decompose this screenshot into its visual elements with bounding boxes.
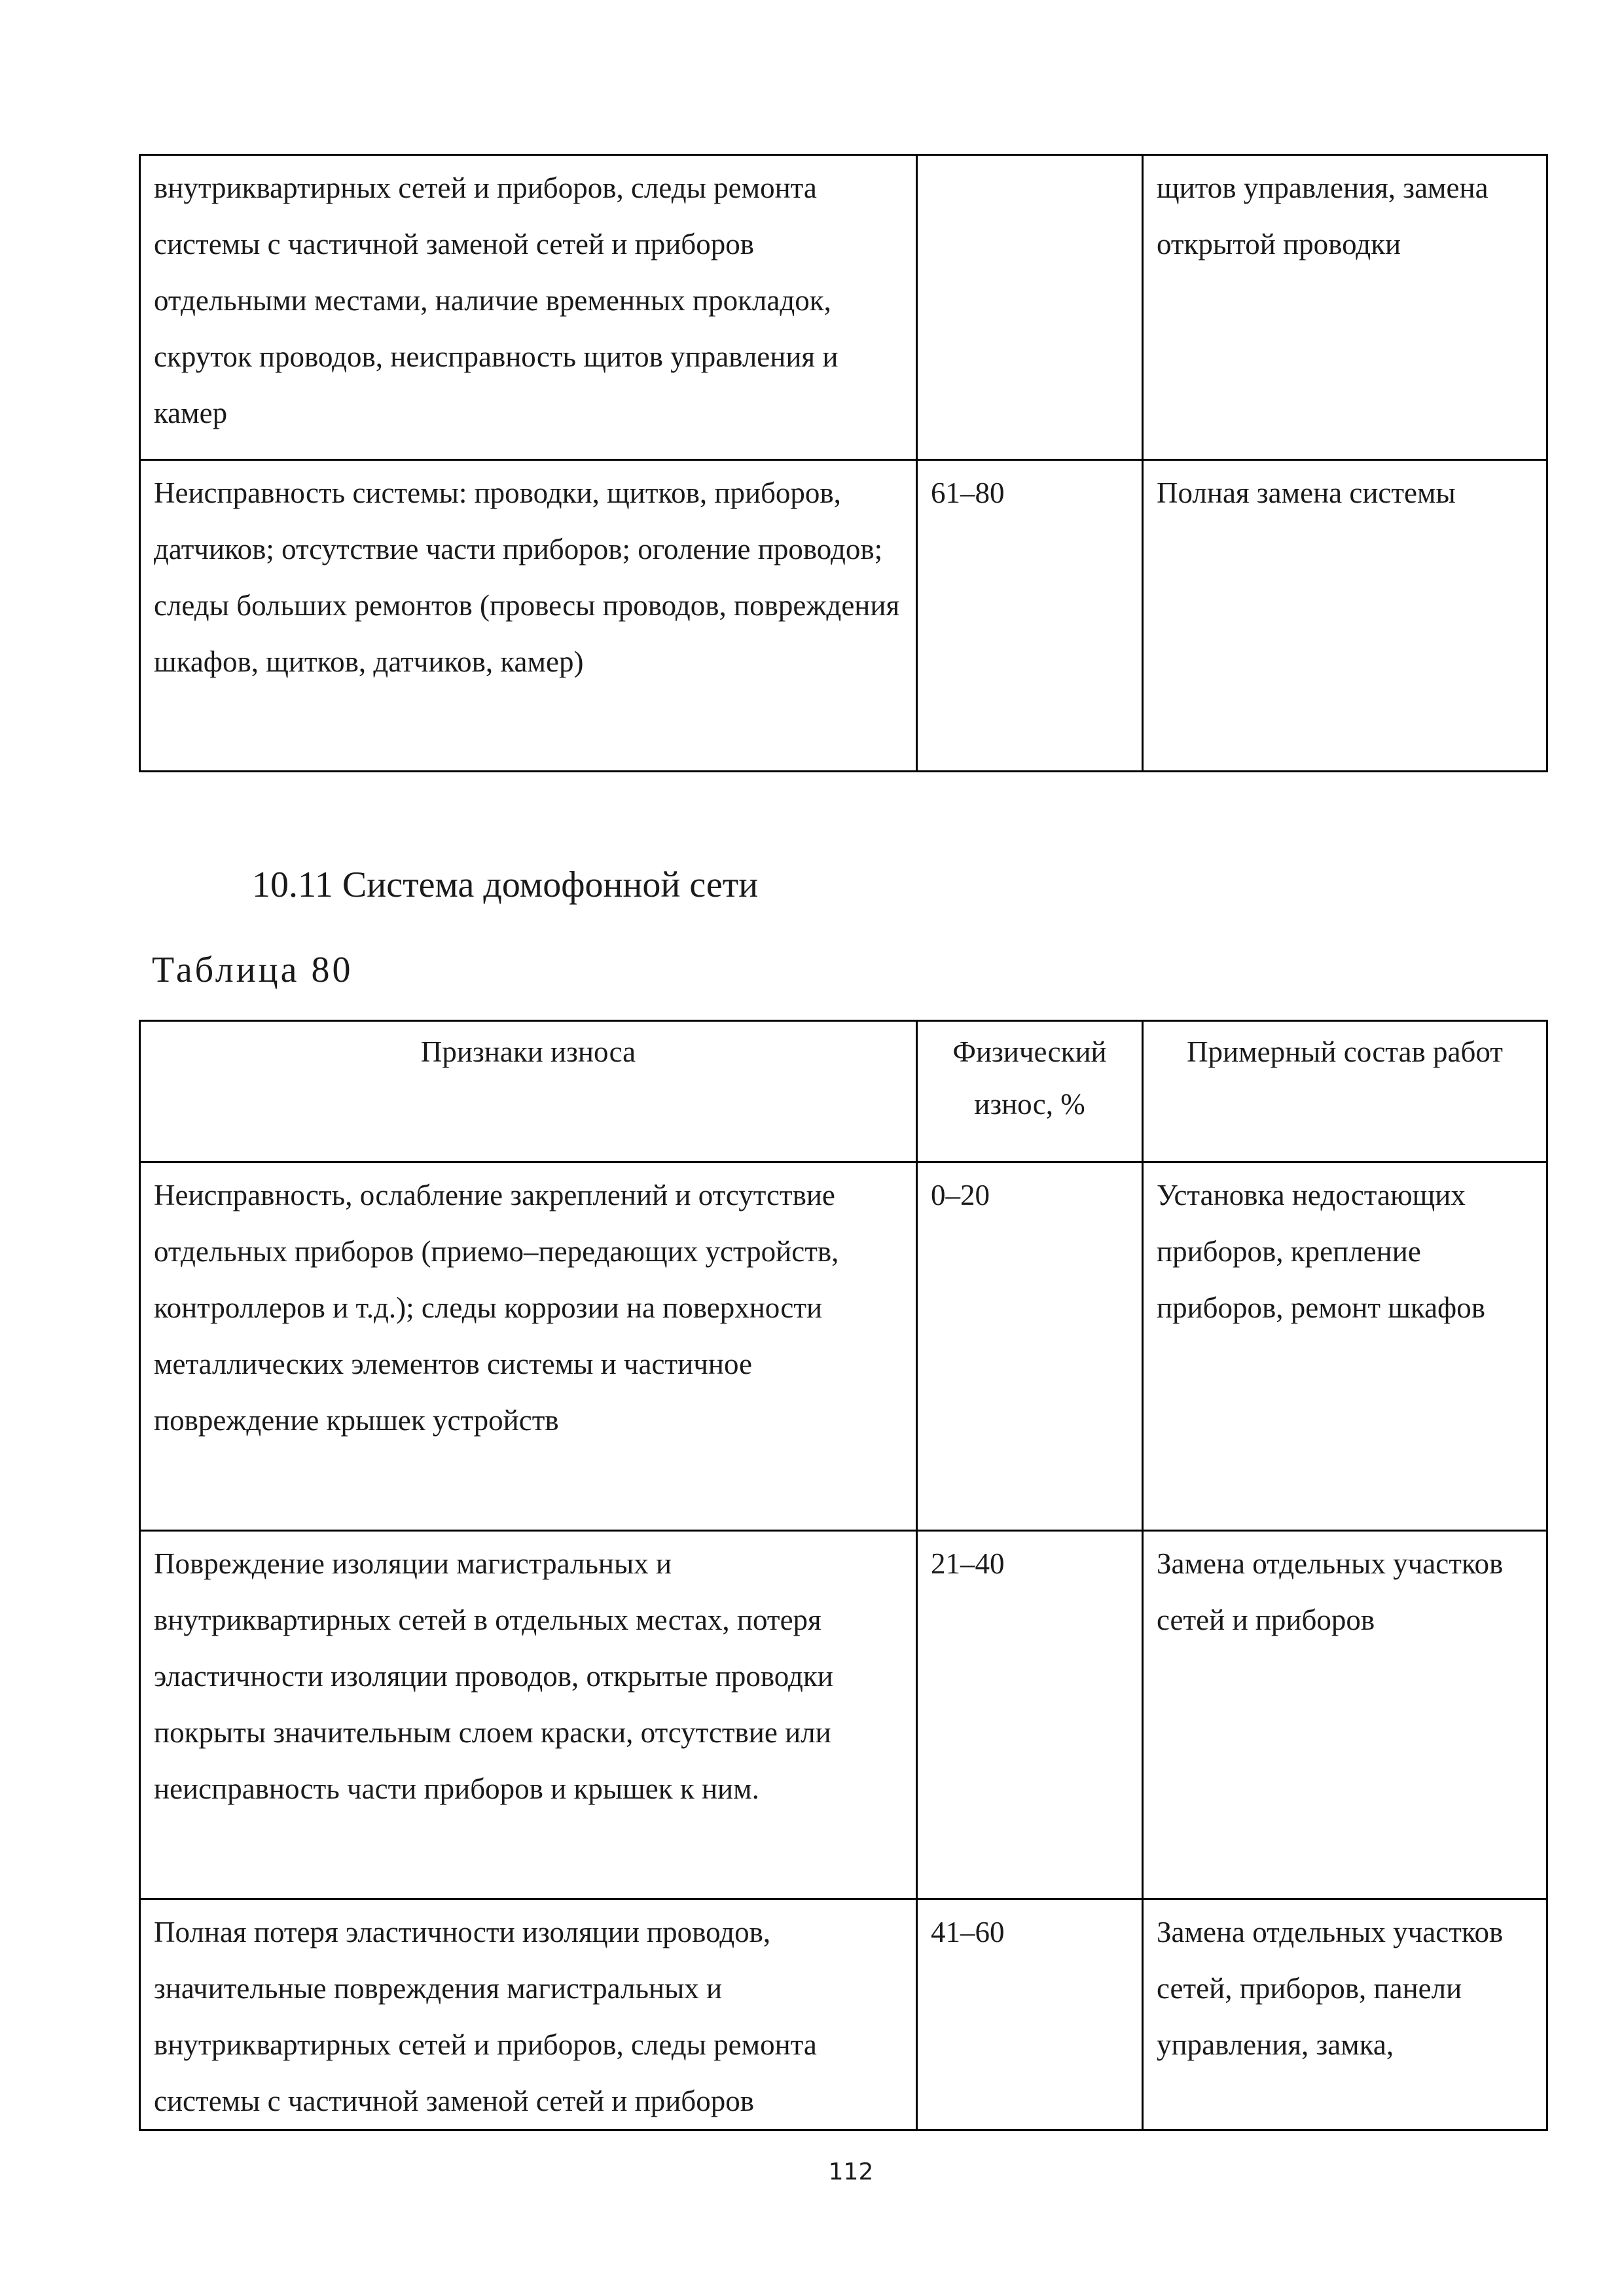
section-title: 10.11 Система домофонной сети: [252, 865, 759, 905]
works-cell: Замена отдельных участков сетей, приборов, панели управления, замка,: [1143, 1899, 1547, 2130]
works-cell: Полная замена системы: [1143, 460, 1547, 772]
table-row: [140, 460, 1547, 772]
continued-wear-table: [139, 154, 1548, 772]
table-row: [140, 155, 1547, 460]
works-cell: щитов управления, замена открытой проводки: [1143, 155, 1547, 460]
wear-percent-cell: 41–60: [917, 1899, 1143, 2130]
wear-signs-cell: Полная потеря эластичности изоляции проводов, значительные повреждения магистральных и внутриквартирных сетей и приборов, следы ремонта системы с частичной заменой сетей и приборов: [140, 1899, 917, 2130]
wear-percent-cell: [917, 155, 1143, 460]
wear-signs-cell: Неисправность системы: проводки, щитков, приборов, датчиков; отсутствие части приборов; оголение проводов; следы больших ремонтов (провесы проводов, повреждения шкафов, щитков, датчиков, камер): [140, 460, 917, 772]
table-row: [140, 1162, 1547, 1531]
works-cell: Установка недостающих приборов, крепление приборов, ремонт шкафов: [1143, 1162, 1547, 1531]
wear-percent-cell: 0–20: [917, 1162, 1143, 1531]
header-wear-percent: Физический износ, %: [917, 1021, 1143, 1162]
works-cell: Замена отдельных участков сетей и приборов: [1143, 1531, 1547, 1899]
header-works: Примерный состав работ: [1143, 1021, 1547, 1162]
wear-percent-cell: 61–80: [917, 460, 1143, 772]
intercom-wear-table: [139, 1020, 1548, 2131]
wear-signs-cell: Повреждение изоляции магистральных и внутриквартирных сетей в отдельных местах, потеря эластичности изоляции проводов, открытые проводки покрыты значительным слоем краски, отсутствие или неисправность части приборов и крышек к ним.: [140, 1531, 917, 1899]
header-wear-signs: Признаки износа: [140, 1021, 917, 1162]
wear-signs-cell: Неисправность, ослабление закреплений и отсутствие отдельных приборов (приемо–передающих устройств, контроллеров и т.д.); следы коррозии на поверхности металлических элементов системы и частичное повреждение крышек устройств: [140, 1162, 917, 1531]
table-row: [140, 1531, 1547, 1899]
wear-percent-cell: 21–40: [917, 1531, 1143, 1899]
table-row: [140, 1899, 1547, 2130]
table-header-row: [140, 1021, 1547, 1162]
table-caption: Таблица 80: [152, 950, 353, 990]
page-number: 112: [828, 2159, 874, 2185]
wear-signs-cell: внутриквартирных сетей и приборов, следы ремонта системы с частичной заменой сетей и приборов отдельными местами, наличие временных прокладок, скруток проводов, неисправность щитов управления и камер: [140, 155, 917, 460]
